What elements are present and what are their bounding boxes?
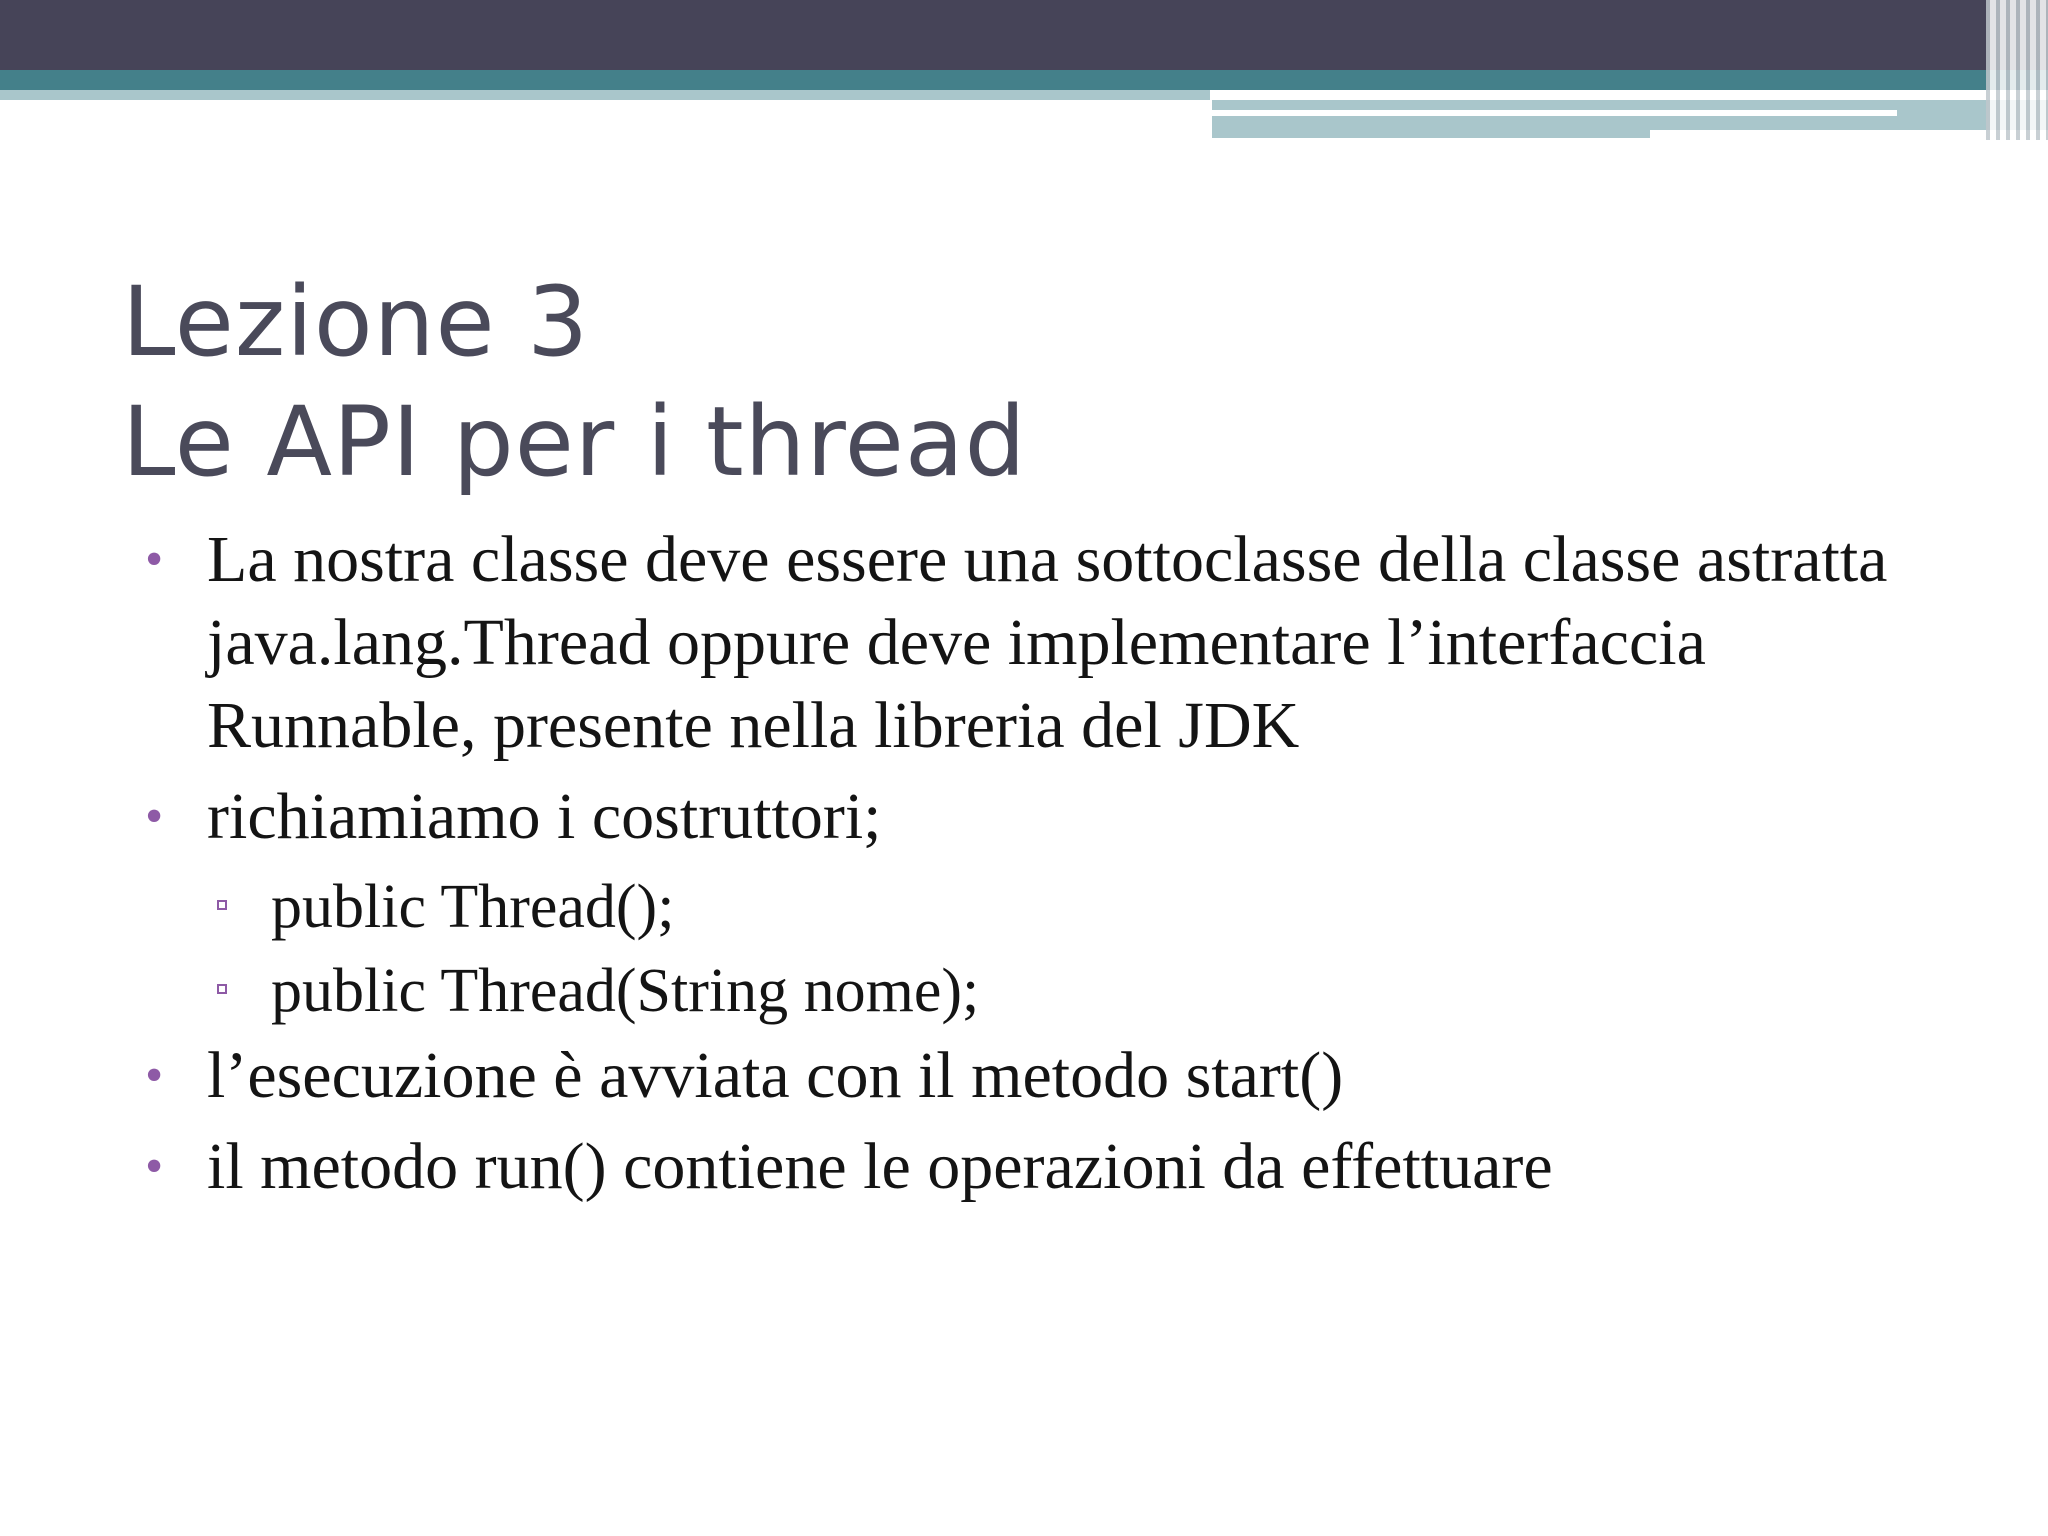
bullet-item bbox=[145, 518, 1975, 767]
bullet-item bbox=[145, 775, 1975, 858]
square-bullet-icon bbox=[217, 984, 227, 994]
square-bullet-icon bbox=[217, 900, 227, 910]
slide-title bbox=[122, 262, 1027, 502]
header-light-band bbox=[0, 90, 1210, 100]
bullet-dot-icon: • bbox=[145, 1047, 164, 1104]
title-line-2: Le API per i thread bbox=[122, 386, 1027, 498]
bullet-text: richiamiamo i costruttori; bbox=[207, 780, 882, 853]
bullet-dot-icon: • bbox=[145, 531, 164, 588]
bullet-dot-icon: • bbox=[145, 1138, 164, 1195]
sub-bullet-item bbox=[145, 866, 1975, 948]
bullet-dot-icon: • bbox=[145, 788, 164, 845]
bullet-text: il metodo run() contiene le operazioni da effettuare bbox=[207, 1130, 1553, 1203]
header-teal-band bbox=[0, 70, 2048, 90]
slide-body bbox=[145, 518, 1975, 1216]
header-dark-band bbox=[0, 0, 2048, 70]
sub-bullet-text: public Thread(String nome); bbox=[271, 957, 980, 1025]
bullet-text: l’esecuzione è avviata con il metodo start() bbox=[207, 1039, 1344, 1112]
bullet-text: La nostra classe deve essere una sottoclasse della classe astratta java.lang.Thread oppure deve implementare l’interfaccia Runnable, presente nella libreria del JDK bbox=[207, 523, 1888, 762]
sub-bullet-text: public Thread(); bbox=[271, 873, 675, 941]
bullet-item bbox=[145, 1125, 1975, 1208]
bullet-item bbox=[145, 1034, 1975, 1117]
header-right-line bbox=[1212, 110, 1897, 116]
title-line-1: Lezione 3 bbox=[122, 266, 590, 378]
sub-bullet-item bbox=[145, 950, 1975, 1032]
header-stripes bbox=[1986, 0, 2048, 140]
